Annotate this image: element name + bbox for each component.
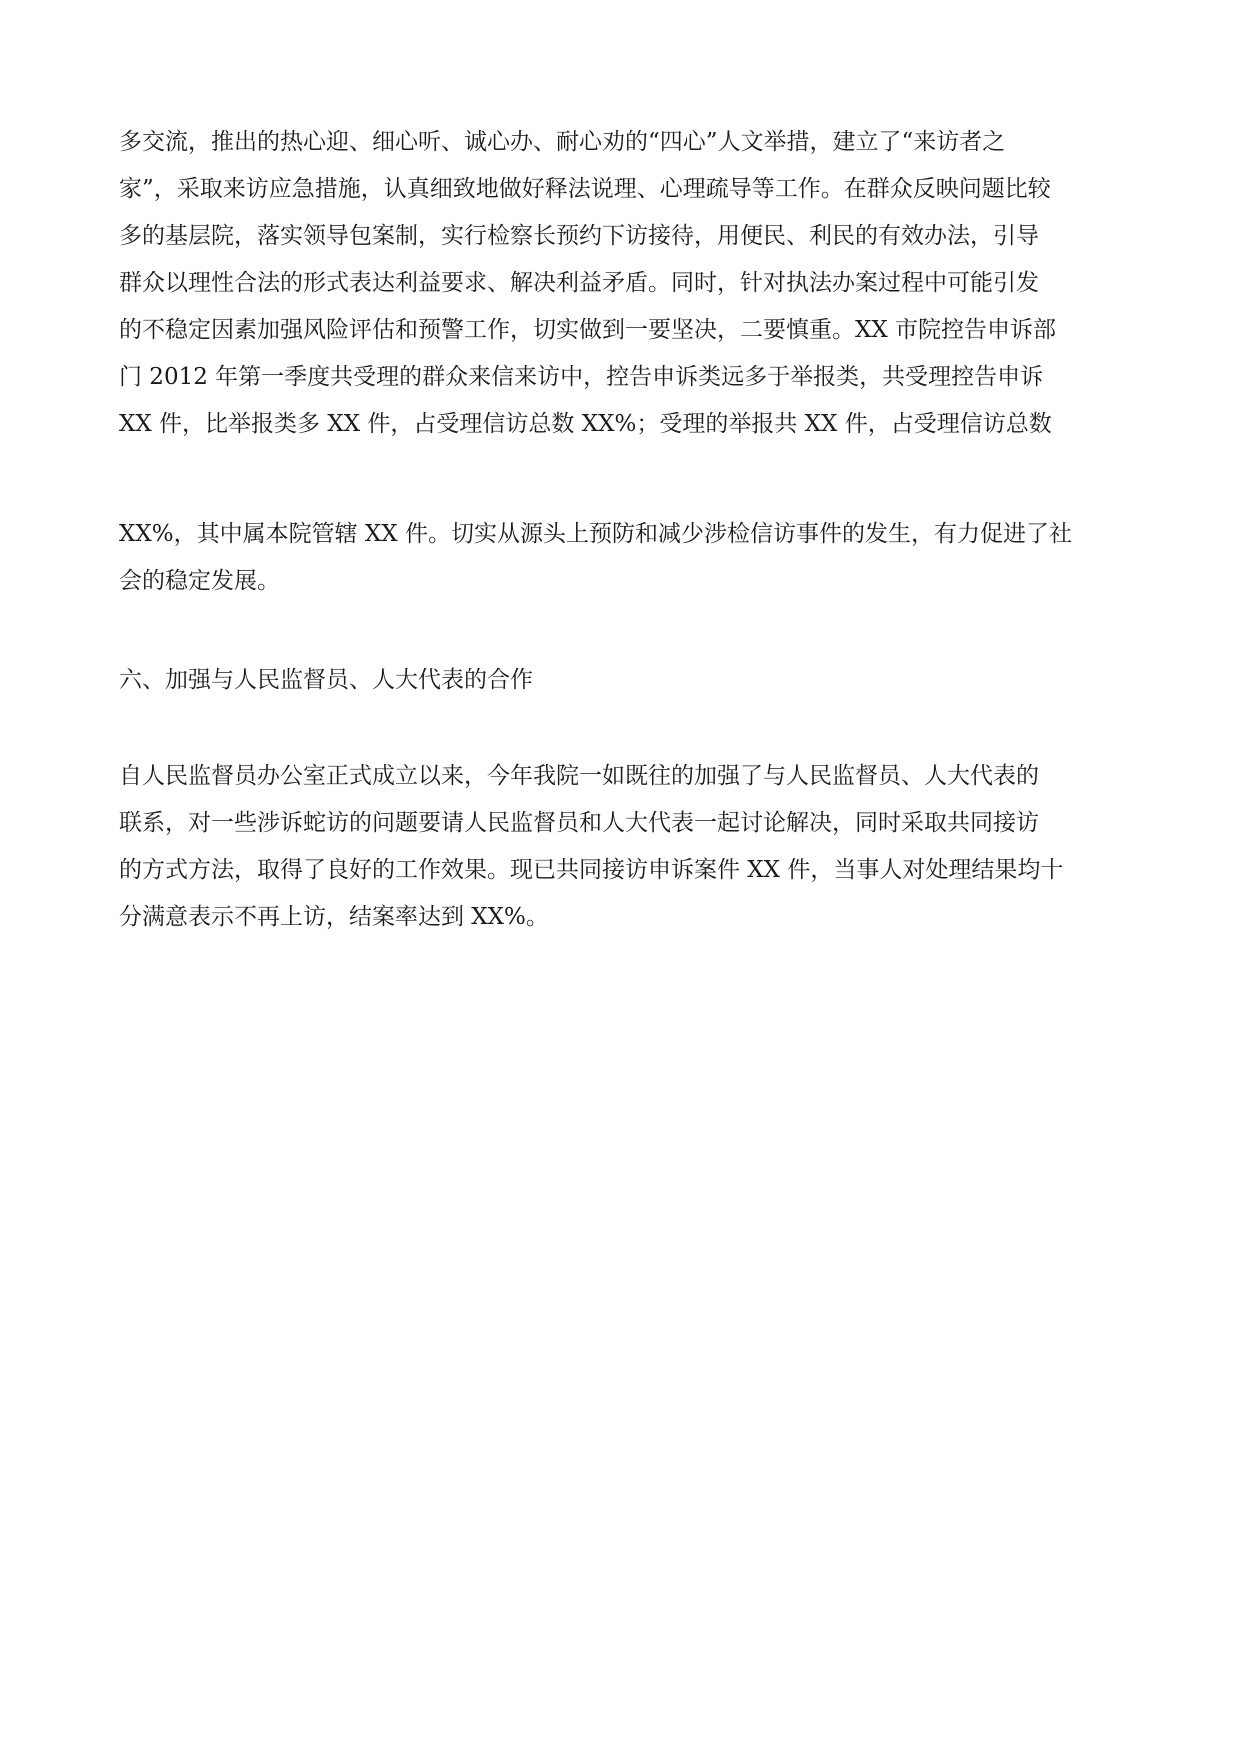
text-line: XX 件，比举报类多 XX 件，占受理信访总数 XX%；受理的举报共 XX 件，占受理信访总数: [119, 411, 1052, 437]
text-line: 门 2012 年第一季度共受理的群众来信来访中，控告申诉类远多于举报类，共受理控告申诉: [119, 364, 1044, 390]
text-line: 多交流，推出的热心迎、细心听、诚心办、耐心劝的“四心”人文举措，建立了“来访者之: [119, 129, 1006, 155]
text-line: 自人民监督员办公室正式成立以来，今年我院一如既往的加强了与人民监督员、人大代表的: [119, 763, 1039, 789]
section-heading-6: [119, 657, 1129, 704]
text-line: 群众以理性合法的形式表达利益要求、解决利益矛盾。同时，针对执法办案过程中可能引发: [119, 270, 1039, 296]
text-line: 会的稳定发展。: [119, 568, 280, 594]
paragraph-petition-results: [119, 511, 1129, 605]
section-heading-text: 六、加强与人民监督员、人大代表的合作: [119, 667, 533, 693]
text-line: XX%，其中属本院管辖 XX 件。切实从源头上预防和减少涉检信访事件的发生，有力促进了社: [119, 521, 1072, 547]
text-line: 联系，对一些涉诉蛇访的问题要请人民监督员和人大代表一起讨论解决，同时采取共同接访: [119, 810, 1039, 836]
text-line: 多的基层院，落实领导包案制，实行检察长预约下访接待，用便民、利民的有效办法，引导: [119, 223, 1039, 249]
text-line: 的不稳定因素加强风险评估和预警工作，切实做到一要坚决，二要慎重。XX 市院控告申诉部: [119, 317, 1057, 343]
paragraph-supervisor-cooperation: [119, 753, 1129, 941]
paragraph-petition-measures: [119, 119, 1129, 448]
text-line: 的方式方法，取得了良好的工作效果。现已共同接访申诉案件 XX 件，当事人对处理结果均十: [119, 857, 1064, 883]
text-line: 家”，采取来访应急措施，认真细致地做好释法说理、心理疏导等工作。在群众反映问题比较: [119, 176, 1051, 202]
text-line: 分满意表示不再上访，结案率达到 XX%。: [119, 904, 549, 930]
